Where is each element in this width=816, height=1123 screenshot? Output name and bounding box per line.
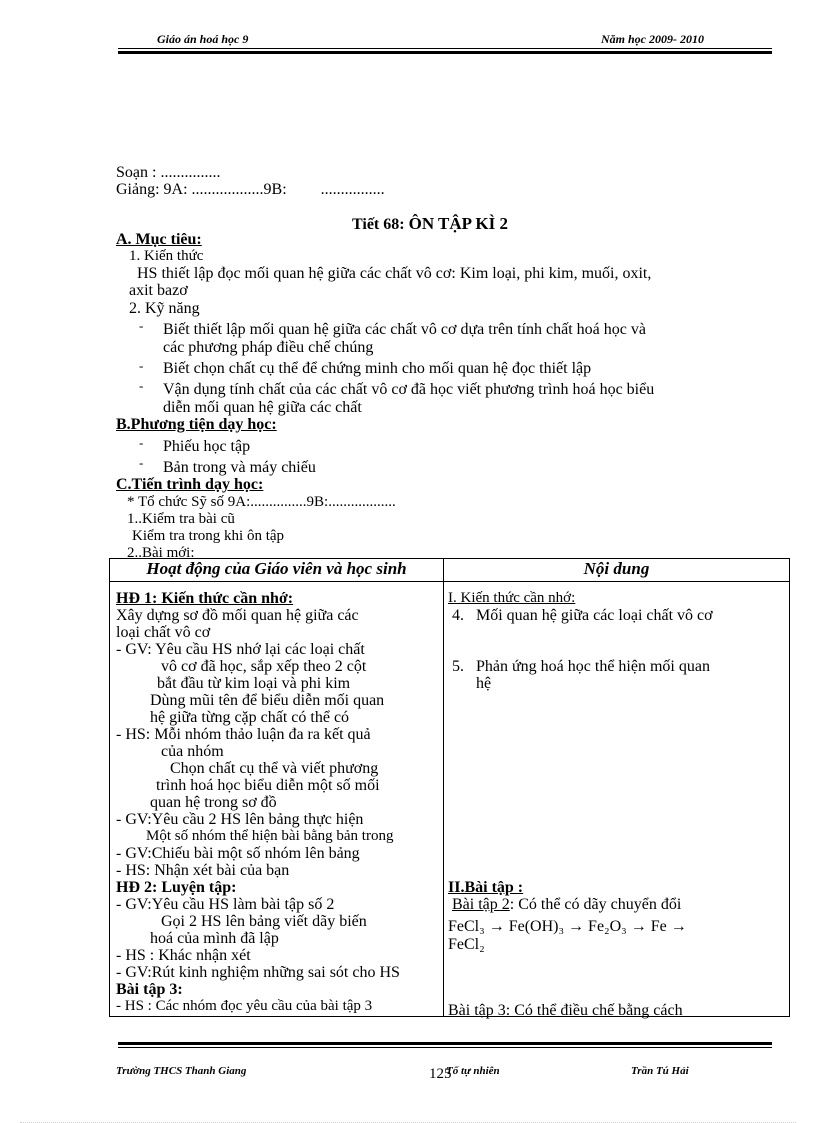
content-heading-1: I. Kiến thức cần nhớ: [448,590,576,606]
footer-right: Trần Tú Hải [631,1065,689,1077]
section-a-bullet1-line2: các phương pháp điều chế chúng [163,339,374,356]
soan-line: Soạn : ............... [116,164,221,181]
section-b-bullet1: Phiếu học tập [163,438,251,455]
activity-cell [110,582,444,1017]
giang-text: Giảng: 9A: ..................9B: [116,181,287,198]
bt2-text: : Có thể có dãy chuyển đổi [509,896,682,913]
activity-line: Một số nhóm thể hiện bài bằng bản trong [146,828,394,844]
table-header-content: Nội dung [444,559,790,582]
section-c-line2: 1..Kiểm tra bài cũ [127,511,235,527]
content-heading-2: II.Bài tập : [448,879,524,896]
activity-line: Chọn chất cụ thể và viết phương [170,760,379,777]
activity-line: hoá của mình đã lập [150,930,279,947]
activity-line: - GV: Yêu cầu HS nhớ lại các loại chất [116,641,365,658]
activity-line: Dùng mũi tên để biểu diễn mối quan [150,692,385,709]
section-a-bullet1-line1: Biết thiết lập mối quan hệ giữa các chất vô cơ dựa trên tính chất hoá học và [163,321,646,338]
content-number: 4. [452,607,464,624]
header-left: Giáo án hoá học 9 [157,32,249,46]
section-a-item1: 1. Kiến thức [129,248,204,264]
activity-line: trình hoá học biểu diễn một số mối [156,777,380,794]
bullet-dash: - [139,435,144,450]
activity-line: - HS : Các nhóm đọc yêu cầu của bài tập 3 [116,998,373,1014]
activity-line: hệ giữa từng cặp chất có thể có [150,709,350,726]
bullet-dash: - [139,318,144,333]
title-main: ÔN TẬP KÌ 2 [408,214,508,233]
giang-dots: ................ [320,181,385,198]
activity-line: - HS: Nhận xét bài của bạn [116,862,290,879]
table-header-activity: Hoạt động của Giáo viên và học sinh [110,559,444,582]
activity-line: quan hệ trong sơ đồ [150,794,277,811]
bt2-label: Bài tập 2 [452,896,510,913]
section-b-heading: B.Phương tiện dạy học: [116,416,277,433]
bullet-dash: - [139,455,144,470]
equation-line: FeCl₃ → Fe(OH)₃ → Fe₂O₃ → Fe → [448,918,687,935]
header-rule-thick [118,51,772,54]
content-line: hệ [476,675,492,692]
page-title [352,214,508,234]
activity-line: - GV:Rút kinh nghiệm những sai sót cho HS [116,964,400,981]
section-c-heading: C.Tiến trình dạy học: [116,476,264,493]
section-a-item2: 2. Kỹ năng [129,300,200,317]
activity-line: - HS: Mỗi nhóm thảo luận đa ra kết quả [116,726,371,743]
activity-line: Gọi 2 HS lên bảng viết dãy biến [161,913,367,930]
bt3-label: Bài tập 3 [448,1002,506,1019]
header-rule-thin [118,48,772,49]
section-c-line4: 2..Bài mới: [127,545,195,561]
activity-line: - GV:Chiếu bài một số nhóm lên bảng [116,845,360,862]
footer-center: Tổ tự nhiên [446,1065,500,1077]
hd2-heading: HĐ 2: Luyện tập: [116,879,237,896]
section-a-item1-line1: HS thiết lập đọc mối quan hệ giữa các chất vô cơ: Kim loại, phi kim, muối, oxit, [137,265,652,282]
section-c-line1: * Tổ chức Sỹ số 9A:...............9B:.................. [127,494,396,510]
section-a-bullet3-line1: Vận dụng tính chất của các chất vô cơ đã học viết phương trình hoá học biểu [163,381,655,398]
header-right: Năm học 2009- 2010 [601,32,704,46]
activity-line: - GV:Yêu cầu 2 HS lên bảng thực hiện [116,811,364,828]
bt3-heading: Bài tập 3: [116,981,183,998]
hd1-heading: HĐ 1: Kiến thức cần nhớ: [116,590,294,607]
activity-line: - GV:Yêu cầu HS làm bài tập số 2 [116,896,335,913]
footer-left: Trường THCS Thanh Giang [116,1065,247,1077]
footer-rule-thick [118,1042,772,1045]
section-a-bullet3-line2: diễn mối quan hệ giữa các chất [163,399,362,416]
section-c-line3: Kiểm tra trong khi ôn tập [132,528,285,544]
activity-line: loại chất vô cơ [116,624,211,641]
bullet-dash: - [139,378,144,393]
section-a-item1-line2: axit bazơ [129,282,188,299]
section-b-bullet2: Bản trong và máy chiếu [163,459,316,476]
content-line: Mối quan hệ giữa các loại chất vô cơ [476,607,713,624]
bt3-text: : Có thể điều chế bằng cách [505,1002,683,1019]
giang-line [116,181,385,198]
title-prefix: Tiết 68: [352,216,405,233]
section-a-heading: A. Mục tiêu: [116,231,202,248]
footer-rule-thin [118,1047,772,1048]
equation-line: FeCl₂ [448,936,485,953]
content-line: Phản ứng hoá học thể hiện mối quan [476,658,710,675]
bullet-dash: - [139,358,144,373]
content-cell [444,582,790,1017]
bt2-line [452,896,681,913]
activity-line: - HS : Khác nhận xét [116,947,251,964]
activity-line: bắt đầu từ kim loại và phi kim [157,675,351,692]
page-number: 125 [429,1066,452,1082]
activity-line: của nhóm [161,743,224,760]
activity-line: vô cơ đã học, sắp xếp theo 2 cột [161,658,367,675]
activity-line: Xây dựng sơ đồ mối quan hệ giữa các [116,607,359,624]
lesson-table [109,558,790,1017]
bt3-line [448,1002,683,1019]
content-number: 5. [452,658,464,675]
section-a-bullet2: Biết chọn chất cụ thể để chứng minh cho mối quan hệ đọc thiết lập [163,360,592,377]
